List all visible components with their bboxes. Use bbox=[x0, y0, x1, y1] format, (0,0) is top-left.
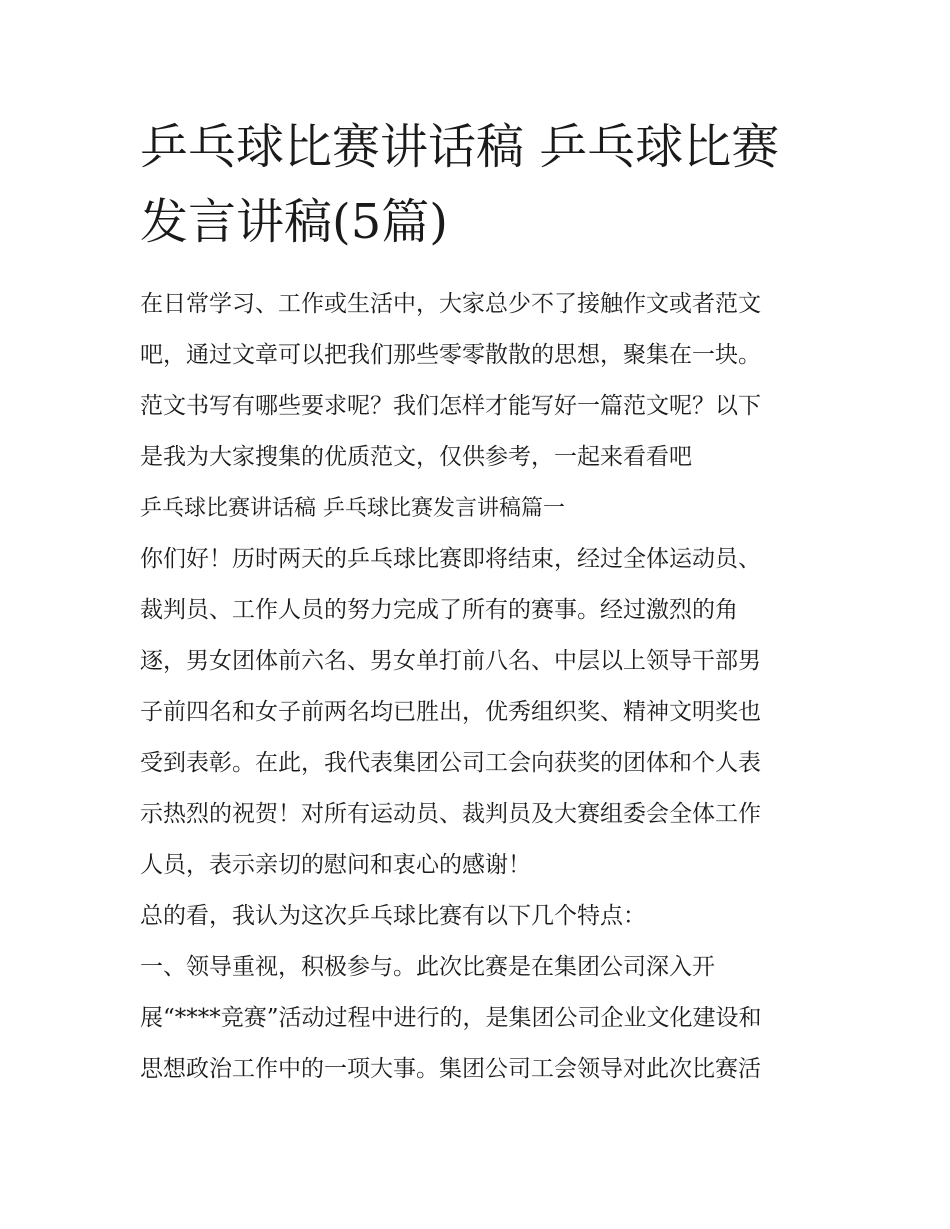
speech-body bbox=[140, 534, 820, 1095]
section-heading: 乒乓球比赛讲话稿 乒乓球比赛发言讲稿篇一 bbox=[140, 496, 565, 521]
text-line: 人员，表示亲切的慰问和衷心的感谢！ bbox=[140, 852, 531, 878]
text-line: 裁判员、工作人员的努力完成了所有的赛事。经过激烈的角 bbox=[140, 597, 738, 623]
intro-paragraph bbox=[140, 279, 820, 483]
text-line: 总的看，我认为这次乒乓球比赛有以下几个特点： bbox=[140, 903, 646, 929]
text-line: 思想政治工作中的一项大事。集团公司工会领导对此次比赛活 bbox=[140, 1056, 761, 1082]
title-line: 乒乓球比赛讲话稿 乒乓球比赛 bbox=[140, 119, 780, 175]
text-line: 示热烈的祝贺！对所有运动员、裁判员及大赛组委会全体工作 bbox=[140, 801, 761, 827]
document-page bbox=[140, 110, 820, 1095]
text-line: 逐，男女团体前六名、男女单打前八名、中层以上领导干部男 bbox=[140, 648, 761, 674]
text-line: 在日常学习、工作或生活中，大家总少不了接触作文或者范文 bbox=[140, 291, 761, 317]
text-line: 一、领导重视，积极参与。此次比赛是在集团公司深入开 bbox=[140, 954, 715, 980]
text-line: 吧，通过文章可以把我们那些零零散散的思想，聚集在一块。 bbox=[140, 342, 761, 368]
text-line: 子前四名和女子前两名均已胜出，优秀组织奖、精神文明奖也 bbox=[140, 699, 761, 725]
text-line: 范文书写有哪些要求呢？我们怎样才能写好一篇范文呢？以下 bbox=[140, 393, 761, 419]
text-line: 展“****竞赛”活动过程中进行的，是集团公司企业文化建设和 bbox=[140, 1005, 762, 1031]
title-line: 发言讲稿(5篇) bbox=[140, 194, 448, 250]
text-line: 你们好！历时两天的乒乓球比赛即将结束，经过全体运动员、 bbox=[140, 546, 761, 572]
text-line: 是我为大家搜集的优质范文，仅供参考，一起来看看吧 bbox=[140, 444, 692, 470]
text-line: 受到表彰。在此，我代表集团公司工会向获奖的团体和个人表 bbox=[140, 750, 761, 776]
document-title bbox=[140, 110, 820, 260]
